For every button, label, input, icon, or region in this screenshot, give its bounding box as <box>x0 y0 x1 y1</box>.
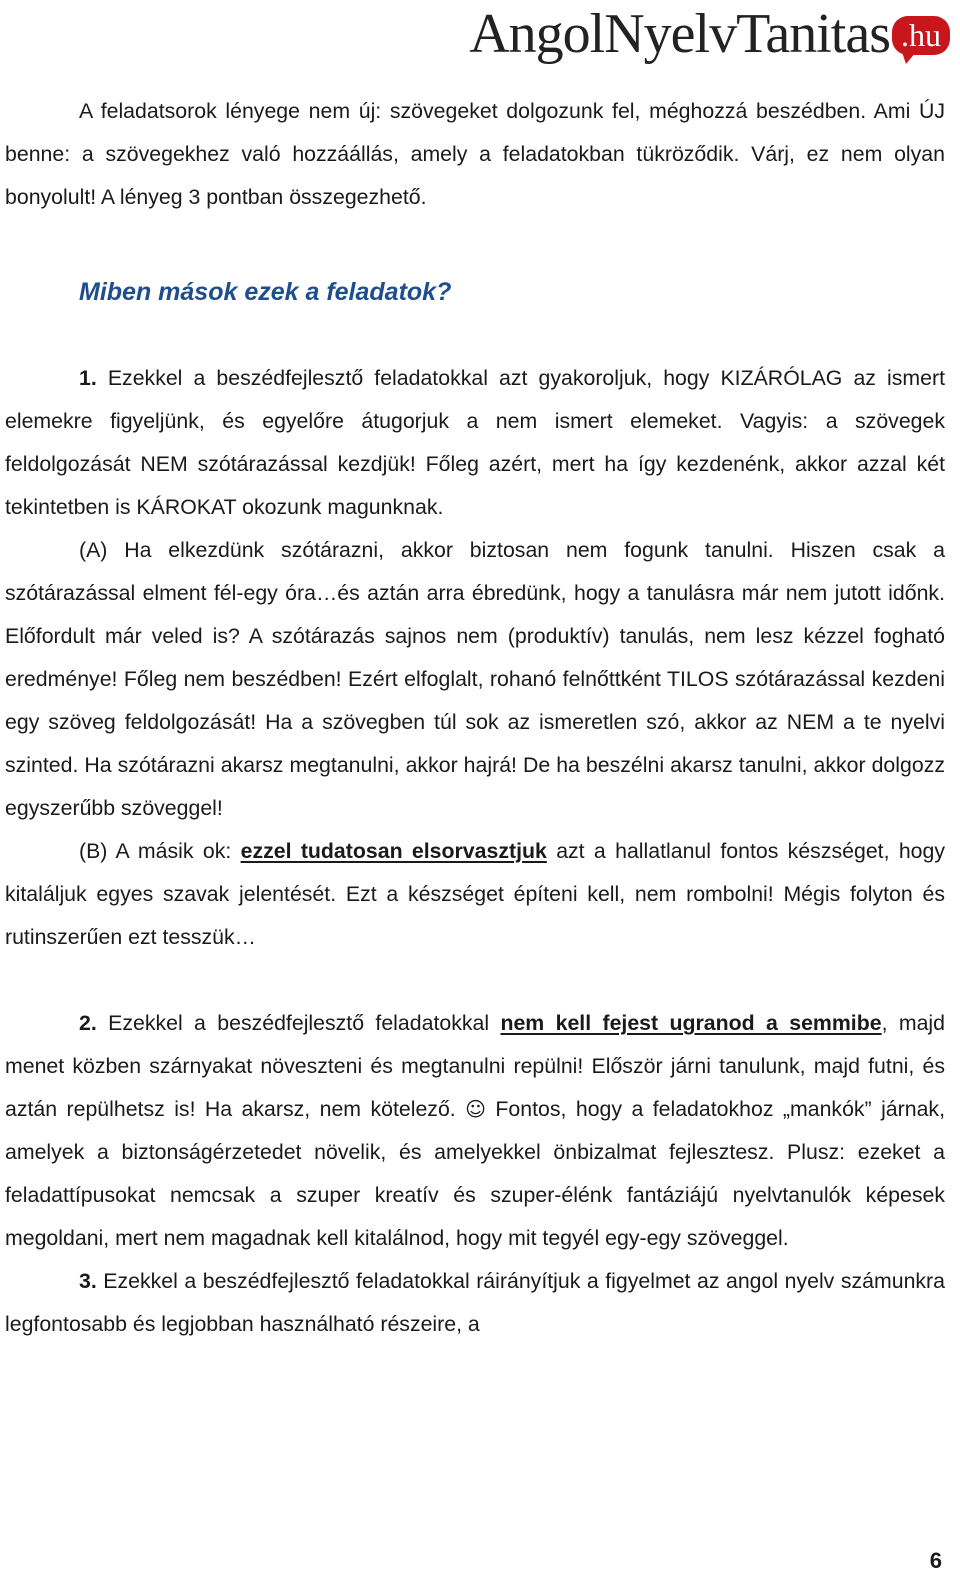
point-2-post: Fontos, hogy a feladatokhoz „mankók” járnak, amelyek a biztonságérzetedet növelik, és amelyekkel önbizalmat fejlesztesz. Plusz: ezeket a feladattípusokat nemcsak a szuper kreatív és szuper-élénk fantáziájú nyelvtanulók képesek megoldani, mert nem magadnak kell kitalálnod, hogy mit tegyél egy-egy szöveggel. <box>5 1097 945 1250</box>
point-2-number: 2. <box>79 1011 97 1035</box>
logo-wordmark: AngolNyelvTanitas <box>469 3 890 65</box>
point-1-text: Ezekkel a beszédfejlesztő feladatokkal azt gyakoroljuk, hogy KIZÁRÓLAG az ismert elemekre figyeljünk, és egyelőre átugorjuk a nem ismert elemeket. Vagyis: a szövegek feldolgozását NEM szótárazással kezdjük! Főleg azért, mert ha így kezdenénk, akkor azzal két tekintetben is KÁROKAT okozunk magunknak. <box>5 366 945 519</box>
page-number: 6 <box>929 1548 942 1573</box>
point-2-paragraph <box>5 1002 945 1260</box>
point-3-paragraph <box>5 1260 945 1346</box>
document-body <box>5 90 945 1346</box>
intro-paragraph: A feladatsorok lényege nem új: szövegeket dolgozunk fel, méghozzá beszédben. Ami ÚJ benne: a szövegekhez való hozzáállás, amely a feladatokban tükröződik. Várj, ez nem olyan bonyolult! A lényeg 3 pontban összegezhető. <box>5 99 945 209</box>
smiley-icon: ☺ <box>465 1097 486 1121</box>
point-1-paragraph <box>5 357 945 529</box>
section-heading: Miben mások ezek a feladatok? <box>79 278 452 306</box>
point-1b-underlined: ezzel tudatosan elsorvasztjuk <box>240 839 547 863</box>
point-1b-paragraph <box>5 830 945 959</box>
point-1a-paragraph: (A) Ha elkezdünk szótárazni, akkor biztosan nem fogunk tanulni. Hiszen csak a szótárazással elment fél-egy óra…és aztán arra ébredünk, hogy a tanulásra már nem jutott időnk. Előfordult már veled is? A szótárazás sajnos nem (produktív) tanulás, nem lesz kézzel fogható eredménye! Főleg nem beszédben! Ezért elfoglalt, rohanó felnőttként TILOS szótárazással kezdeni egy szöveg feldolgozását! Ha a szövegben túl sok az ismeretlen szó, akkor az NEM a te nyelvi szinted. Ha szótárazni akarsz megtanulni, akkor hajrá! De ha beszélni akarsz tanulni, akkor dolgozz egyszerűbb szöveggel! <box>5 538 945 820</box>
point-2-underlined: nem kell fejest ugranod a semmibe <box>500 1011 882 1035</box>
point-3-text: Ezekkel a beszédfejlesztő feladatokkal ráirányítjuk a figyelmet az angol nyelv számunkra legfontosabb és legjobban használható részeire, a <box>5 1269 945 1336</box>
logo-suffix: .hu <box>901 17 941 53</box>
point-1b-pre: (B) A másik ok: <box>79 839 241 863</box>
point-1b-post: azt a hallatlanul fontos készséget, hogy kitaláljuk egyes szavak jelentését. Ezt a készséget építeni kell, nem rombolni! Mégis folyton és rutinszerűen ezt tesszük… <box>5 839 946 949</box>
point-1-number: 1. <box>79 366 97 390</box>
logo-speech-bubble <box>892 16 950 55</box>
point-2-mid: , majd menet közben szárnyakat növeszteni és megtanulni repülni! Először járni tanulunk, majd futni, és aztán repülhetsz is! Ha akarsz, nem kötelező. <box>5 1011 946 1121</box>
point-3-number: 3. <box>79 1269 97 1293</box>
point-2-pre: Ezekkel a beszédfejlesztő feladatokkal <box>96 1011 501 1035</box>
site-logo <box>469 2 950 66</box>
